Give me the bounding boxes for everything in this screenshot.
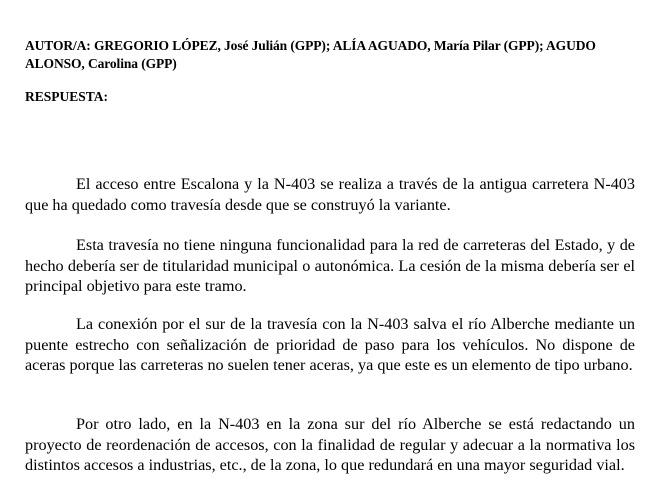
response-label: RESPUESTA:: [25, 89, 109, 104]
paragraph: El acceso entre Escalona y la N-403 se realiza a través de la antigua carretera N-403 que ha quedado como travesía desde que se construyó la variante.: [25, 175, 635, 214]
paragraph: Esta travesía no tiene ninguna funcionalidad para la red de carreteras del Estado, y de hecho debería ser de titularidad municipal o autonómica. La cesión de la misma debería ser el principal objetivo para este tramo.: [25, 236, 635, 295]
author-line: AUTOR/A: GREGORIO LÓPEZ, José Julián (GPP); ALÍA AGUADO, María Pilar (GPP); AGUDO ALONSO, Carolina (GPP): [25, 38, 596, 71]
paragraph: La conexión por el sur de la travesía con la N-403 salva el río Alberche mediante un puente estrecho con señalización de prioridad de paso para los vehículos. No dispone de aceras porque las carreteras no suelen tener aceras, ya que este es un elemento de tipo urbano.: [25, 315, 635, 374]
paragraph: Por otro lado, en la N-403 en la zona sur del río Alberche se está redactando un proyecto de reordenación de accesos, con la finalidad de regular y adecuar a la normativa los distintos accesos a industrias, etc., de la zona, lo que redundará en una mayor seguridad vial.: [25, 415, 635, 474]
